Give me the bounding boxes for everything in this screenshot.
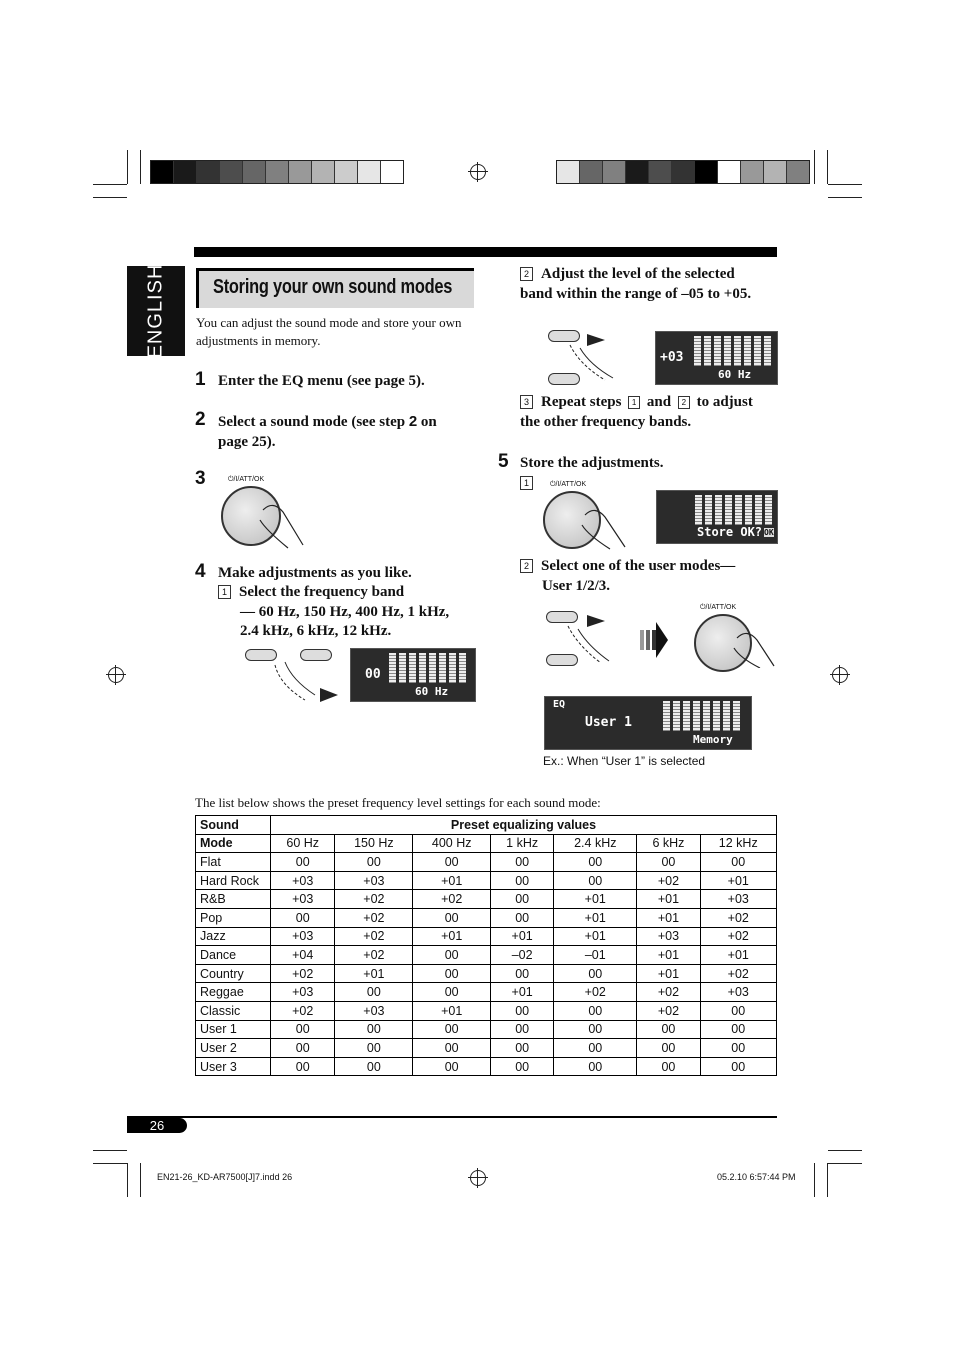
value-cell: +02 xyxy=(700,964,777,983)
value-cell: 00 xyxy=(554,1001,637,1020)
value-cell: +03 xyxy=(700,890,777,909)
value-cell: +01 xyxy=(637,946,700,965)
value-cell: 00 xyxy=(554,964,637,983)
crop-mark xyxy=(828,184,862,185)
value-cell: +02 xyxy=(335,890,413,909)
finger-icon xyxy=(565,330,625,385)
table-row xyxy=(196,1001,777,1020)
value-cell: +01 xyxy=(700,946,777,965)
step-4-sub3: 3 Repeat steps 1 and 2 to adjust the other frequency bands. xyxy=(520,394,753,430)
value-cell: 00 xyxy=(413,1039,491,1058)
value-cell: +01 xyxy=(554,908,637,927)
crop-mark xyxy=(140,150,141,184)
value-cell: 00 xyxy=(491,853,554,872)
value-cell: +03 xyxy=(335,1001,413,1020)
value-cell: 00 xyxy=(491,908,554,927)
value-cell: +01 xyxy=(637,890,700,909)
value-cell: +02 xyxy=(554,983,637,1002)
value-cell: +02 xyxy=(271,1001,335,1020)
value-cell: 00 xyxy=(335,1020,413,1039)
value-cell: 00 xyxy=(413,946,491,965)
lcd-display-user: EQ User 1 Memory xyxy=(544,696,752,750)
freq-header: 400 Hz xyxy=(413,834,491,853)
value-cell: 00 xyxy=(554,871,637,890)
value-cell: +01 xyxy=(637,908,700,927)
crop-mark xyxy=(93,184,127,185)
table-row xyxy=(196,946,777,965)
value-cell: 00 xyxy=(413,964,491,983)
value-cell: 00 xyxy=(271,853,335,872)
value-cell: 00 xyxy=(491,964,554,983)
value-cell: 00 xyxy=(491,1057,554,1076)
value-cell: 00 xyxy=(335,983,413,1002)
freq-header: 6 kHz xyxy=(637,834,700,853)
value-cell: 00 xyxy=(554,1057,637,1076)
crop-mark xyxy=(828,197,862,198)
crop-mark xyxy=(828,1163,862,1164)
value-cell: 00 xyxy=(554,853,637,872)
header-mode: Mode xyxy=(196,834,271,853)
color-bar-right xyxy=(556,160,810,184)
value-cell: 00 xyxy=(491,871,554,890)
crop-mark xyxy=(93,1150,127,1151)
value-cell: –01 xyxy=(554,946,637,965)
value-cell: +01 xyxy=(413,927,491,946)
mode-cell: Hard Rock xyxy=(196,871,271,890)
page-number: 26 xyxy=(127,1118,187,1133)
color-bar-left xyxy=(150,160,404,184)
value-cell: +03 xyxy=(700,983,777,1002)
mode-cell: Flat xyxy=(196,853,271,872)
value-cell: 00 xyxy=(271,908,335,927)
table-row xyxy=(196,890,777,909)
value-cell: 00 xyxy=(335,1039,413,1058)
eq-preset-table xyxy=(195,815,777,1076)
button-label: ⏻/I/ATT/OK xyxy=(228,476,265,483)
value-cell: 00 xyxy=(271,1057,335,1076)
value-cell: 00 xyxy=(637,1039,700,1058)
step-1-text: Enter the EQ menu (see page 5). xyxy=(218,373,425,389)
freq-header: 60 Hz xyxy=(271,834,335,853)
footer-timestamp: 05.2.10 6:57:44 PM xyxy=(717,1172,796,1182)
freq-header: 150 Hz xyxy=(335,834,413,853)
footer-file-info: EN21-26_KD-AR7500[J]7.indd 26 xyxy=(157,1172,293,1182)
intro-text: You can adjust the sound mode and store your own adjustments in memory. xyxy=(196,315,462,348)
value-cell: 00 xyxy=(413,853,491,872)
value-cell: +01 xyxy=(554,927,637,946)
freq-header: 1 kHz xyxy=(491,834,554,853)
value-cell: 00 xyxy=(700,853,777,872)
header-sound: Sound xyxy=(196,816,271,835)
value-cell: +01 xyxy=(700,871,777,890)
value-cell: +01 xyxy=(637,964,700,983)
button-label: ⏻/I/ATT/OK xyxy=(550,481,587,488)
value-cell: +03 xyxy=(271,983,335,1002)
value-cell: +03 xyxy=(637,927,700,946)
value-cell: +02 xyxy=(700,927,777,946)
footer-rule xyxy=(127,1116,777,1118)
substep-marker: 1 xyxy=(218,585,231,599)
table-row xyxy=(196,983,777,1002)
value-cell: 00 xyxy=(637,853,700,872)
value-cell: 00 xyxy=(700,1001,777,1020)
value-cell: +02 xyxy=(413,890,491,909)
value-cell: +01 xyxy=(413,871,491,890)
value-cell: +01 xyxy=(491,927,554,946)
mode-cell: Jazz xyxy=(196,927,271,946)
top-rule xyxy=(194,247,777,257)
crop-mark xyxy=(140,1163,141,1197)
step-4-text: Make adjustments as you like. xyxy=(218,565,412,581)
registration-mark xyxy=(470,1170,486,1186)
value-cell: +02 xyxy=(637,871,700,890)
mode-cell: R&B xyxy=(196,890,271,909)
value-cell: 00 xyxy=(271,1039,335,1058)
mode-cell: Dance xyxy=(196,946,271,965)
value-cell: 00 xyxy=(700,1020,777,1039)
lcd-display-level: +03 60 Hz xyxy=(655,331,778,385)
crop-mark xyxy=(814,1163,815,1197)
value-cell: +02 xyxy=(637,983,700,1002)
crop-mark xyxy=(828,1150,862,1151)
freq-header: 2.4 kHz xyxy=(554,834,637,853)
value-cell: +03 xyxy=(271,890,335,909)
lcd-display-step4: 00 60 Hz xyxy=(350,648,476,702)
value-cell: 00 xyxy=(637,1020,700,1039)
crop-mark xyxy=(814,150,815,184)
value-cell: +03 xyxy=(271,871,335,890)
table-row xyxy=(196,964,777,983)
step-4-number: 4 xyxy=(195,561,206,582)
registration-mark xyxy=(470,164,486,180)
value-cell: +02 xyxy=(335,946,413,965)
value-cell: +01 xyxy=(335,964,413,983)
value-cell: +02 xyxy=(700,908,777,927)
step-4-sub1: 1 Select the frequency band — 60 Hz, 150 Hz, 400 Hz, 1 kHz, 2.4 kHz, 6 kHz, 12 kHz. xyxy=(218,583,478,642)
value-cell: 00 xyxy=(271,1020,335,1039)
crop-mark xyxy=(827,150,828,184)
step-2-number: 2 xyxy=(195,409,206,430)
registration-mark xyxy=(832,667,848,683)
lcd-display-store: Store OK? OK xyxy=(656,490,778,544)
value-cell: 00 xyxy=(413,1020,491,1039)
table-row xyxy=(196,908,777,927)
crop-mark xyxy=(93,1163,127,1164)
value-cell: 00 xyxy=(491,1001,554,1020)
crop-mark xyxy=(827,1163,828,1197)
substep-marker: 1 xyxy=(520,476,533,490)
value-cell: +02 xyxy=(335,908,413,927)
value-cell: +01 xyxy=(491,983,554,1002)
step-3-number: 3 xyxy=(195,468,206,489)
value-cell: 00 xyxy=(700,1057,777,1076)
crop-mark xyxy=(93,197,127,198)
value-cell: +04 xyxy=(271,946,335,965)
step-5-text: Store the adjustments. xyxy=(520,455,664,471)
value-cell: +03 xyxy=(271,927,335,946)
table-row xyxy=(196,853,777,872)
value-cell: 00 xyxy=(554,1020,637,1039)
value-cell: 00 xyxy=(413,983,491,1002)
section-title-box xyxy=(196,268,474,308)
example-caption: Ex.: When “User 1” is selected xyxy=(543,754,706,768)
step-2-text: Select a sound mode (see step 2 on page 25). xyxy=(218,413,437,450)
page-title: Storing your own sound modes xyxy=(213,276,453,298)
value-cell: +01 xyxy=(554,890,637,909)
finger-press-icon xyxy=(580,505,630,550)
arrow-right-icon xyxy=(640,620,670,660)
value-cell: 00 xyxy=(637,1057,700,1076)
value-cell: 00 xyxy=(413,1057,491,1076)
value-cell: –02 xyxy=(491,946,554,965)
value-cell: +02 xyxy=(637,1001,700,1020)
mode-cell: Classic xyxy=(196,1001,271,1020)
value-cell: 00 xyxy=(335,1057,413,1076)
value-cell: +01 xyxy=(413,1001,491,1020)
language-tab: ENGLISH xyxy=(127,266,185,356)
header-preset-values: Preset equalizing values xyxy=(271,816,777,835)
table-row xyxy=(196,1057,777,1076)
mode-cell: Reggae xyxy=(196,983,271,1002)
value-cell: 00 xyxy=(335,853,413,872)
crop-mark xyxy=(127,150,128,184)
mode-cell: User 3 xyxy=(196,1057,271,1076)
finger-icon xyxy=(563,611,623,666)
step-1-number: 1 xyxy=(195,369,206,390)
mode-cell: User 1 xyxy=(196,1020,271,1039)
value-cell: +02 xyxy=(271,964,335,983)
step-5-number: 5 xyxy=(498,451,509,472)
value-cell: 00 xyxy=(700,1039,777,1058)
finger-icon xyxy=(270,660,350,705)
step-4-sub2: 2 Adjust the level of the selected band within the range of –05 to +05. xyxy=(520,266,752,302)
table-row xyxy=(196,1039,777,1058)
crop-mark xyxy=(127,1163,128,1197)
value-cell: +03 xyxy=(335,871,413,890)
value-cell: 00 xyxy=(491,890,554,909)
finger-press-icon xyxy=(258,500,308,550)
table-row xyxy=(196,1020,777,1039)
mode-cell: User 2 xyxy=(196,1039,271,1058)
value-cell: 00 xyxy=(491,1039,554,1058)
value-cell: 00 xyxy=(554,1039,637,1058)
table-row xyxy=(196,927,777,946)
mode-cell: Pop xyxy=(196,908,271,927)
table-row xyxy=(196,871,777,890)
finger-press-icon xyxy=(732,628,777,668)
table-intro: The list below shows the preset frequency level settings for each sound mode: xyxy=(195,795,601,810)
value-cell: 00 xyxy=(491,1020,554,1039)
mode-cell: Country xyxy=(196,964,271,983)
step-5-sub2: 2 Select one of the user modes— User 1/2/3. xyxy=(520,557,770,596)
value-cell: +02 xyxy=(335,927,413,946)
button-label: ⏻/I/ATT/OK xyxy=(700,604,737,611)
value-cell: 00 xyxy=(413,908,491,927)
freq-header: 12 kHz xyxy=(700,834,777,853)
registration-mark xyxy=(108,667,124,683)
